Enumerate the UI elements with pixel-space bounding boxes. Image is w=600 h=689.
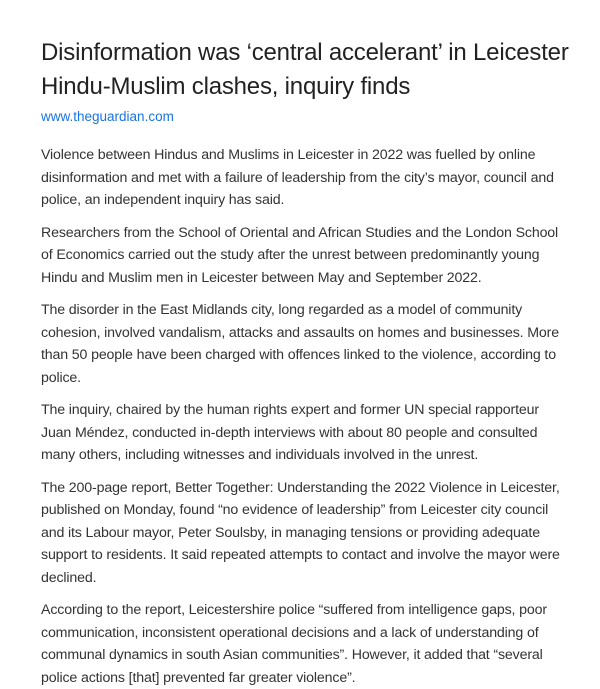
article-paragraph: Researchers from the School of Oriental and African Studies and the London School of Economics carried out the study after the unrest between predominantly young Hindu and Muslim men in Leicester between May and September 2022. — [41, 224, 559, 286]
article-paragraph: The inquiry, chaired by the human rights expert and former UN special rapporteur Juan Méndez, conducted in-depth interviews with about 80 people and consulted many others, including witnesses and individuals involved in the unrest. — [41, 402, 539, 463]
article-paragraph: The 200-page report, Better Together: Understanding the 2022 Violence in Leicester, published on Monday, found “no evidence of leadership” from Leicester city council and its Labour mayor, Peter Soulsby, in managing tensions or providing adequate support to residents. It said repeated attempts to contact and involve the mayor were declined. — [41, 479, 560, 586]
article-paragraph: According to the report, Leicestershire police “suffered from intelligence gaps, poor communication, inconsistent operational decisions and a lack of understanding of communal dynamics in south Asian communities”. However, it added that “several police actions [that] prevented far greater violence”. — [41, 602, 547, 686]
article-paragraph: The disorder in the East Midlands city, long regarded as a model of community cohesion, involved vandalism, attacks and assaults on homes and businesses. More than 50 people have been charged with offences linked to the violence, according to police. — [41, 302, 559, 386]
article — [41, 36, 571, 689]
source-link[interactable]: www.theguardian.com — [41, 109, 174, 124]
article-paragraph: Violence between Hindus and Muslims in Leicester in 2022 was fuelled by online disinformation and met with a failure of leadership from the city’s mayor, council and police, an independent inquiry has said. — [41, 147, 554, 208]
article-title: Disinformation was ‘central accelerant’ in Leicester Hindu-Muslim clashes, inquiry finds — [41, 39, 569, 100]
